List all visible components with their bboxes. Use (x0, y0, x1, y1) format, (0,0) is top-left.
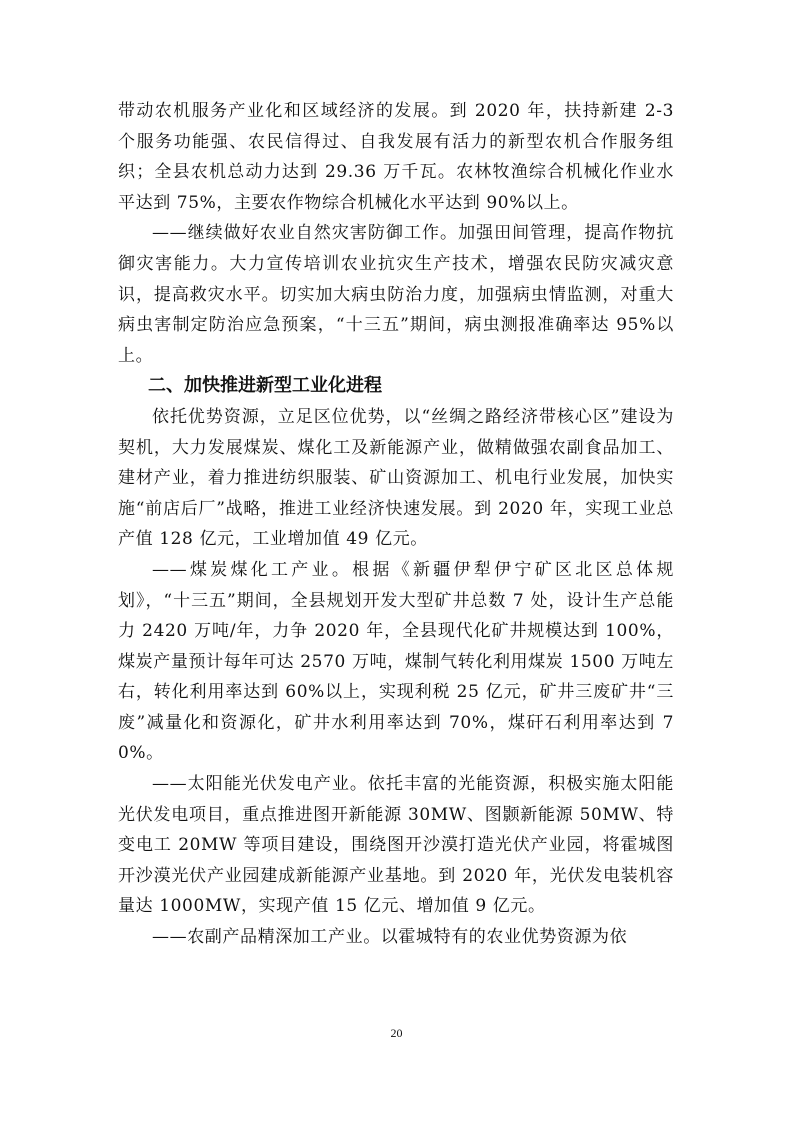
document-body (118, 96, 674, 953)
section-heading: 二、加快推进新型工业化进程 (148, 375, 382, 397)
page-number: 20 (390, 1026, 403, 1040)
paragraph-agri-processing: ——农副产品精深加工产业。以霍城特有的农业优势资源为依 (152, 927, 628, 948)
paragraph-farm-machinery: 带动农机服务产业化和区域经济的发展。到 2020 年，扶持新建 2-3 个服务功能强、农民信得过、自我发展有活力的新型农机合作服务组织；全县农机总动力达到 29.36 万千瓦。农林牧渔综合机械化作业水平达到 75%，主要农作物综合机械化水平达到 90%以上。 (118, 101, 674, 213)
paragraph-solar-pv: ——太阳能光伏发电产业。依托丰富的光能资源，积极实施太阳能光伏发电项目，重点推进图开新能源 30MW、图颢新能源 50MW、特变电工 20MW 等项目建设，围绕图开沙漠打造光伏产业园，将霍城图开沙漠光伏产业园建成新能源产业基地。到 2020 年，光伏发电装机容量达 1000MW，实现产值 15 亿元、增加值 9 亿元。 (118, 774, 674, 917)
paragraph-industrialization: 依托优势资源，立足区位优势，以“丝绸之路经济带核心区”建设为契机，大力发展煤炭、煤化工及新能源产业，做精做强农副食品加工、建材产业，着力推进纺织服装、矿山资源加工、机电行业发展，加快实施“前店后厂”战略，推进工业经济快速发展。到 2020 年，实现工业总产值 128 亿元，工业增加值 49 亿元。 (118, 406, 674, 550)
paragraph-disaster-prevention: ——继续做好农业自然灾害防御工作。加强田间管理，提高作物抗御灾害能力。大力宣传培训农业抗灾生产技术，增强农民防灾减灾意识，提高救灾水平。切实加大病虫防治力度，加强病虫情监测，对重大病虫害制定防治应急预案，“十三五”期间，病虫测报准确率达 95%以上。 (118, 223, 674, 366)
paragraph-coal-chemical: ——煤炭煤化工产业。根据《新疆伊犁伊宁矿区北区总体规划》，“十三五”期间，全县规划开发大型矿井总数 7 处，设计生产总能力 2420 万吨/年，力争 2020 年，全县现代化矿井规模达到 100%，煤炭产量预计每年可达 2570 万吨，煤制气转化利用煤炭 1500 万吨左右，转化利用率达到 60%以上，实现利税 25 亿元，矿井三废矿井“三废”减量化和资源化，矿井水利用率达到 70%，煤矸石利用率达到 70%。 (118, 559, 674, 764)
